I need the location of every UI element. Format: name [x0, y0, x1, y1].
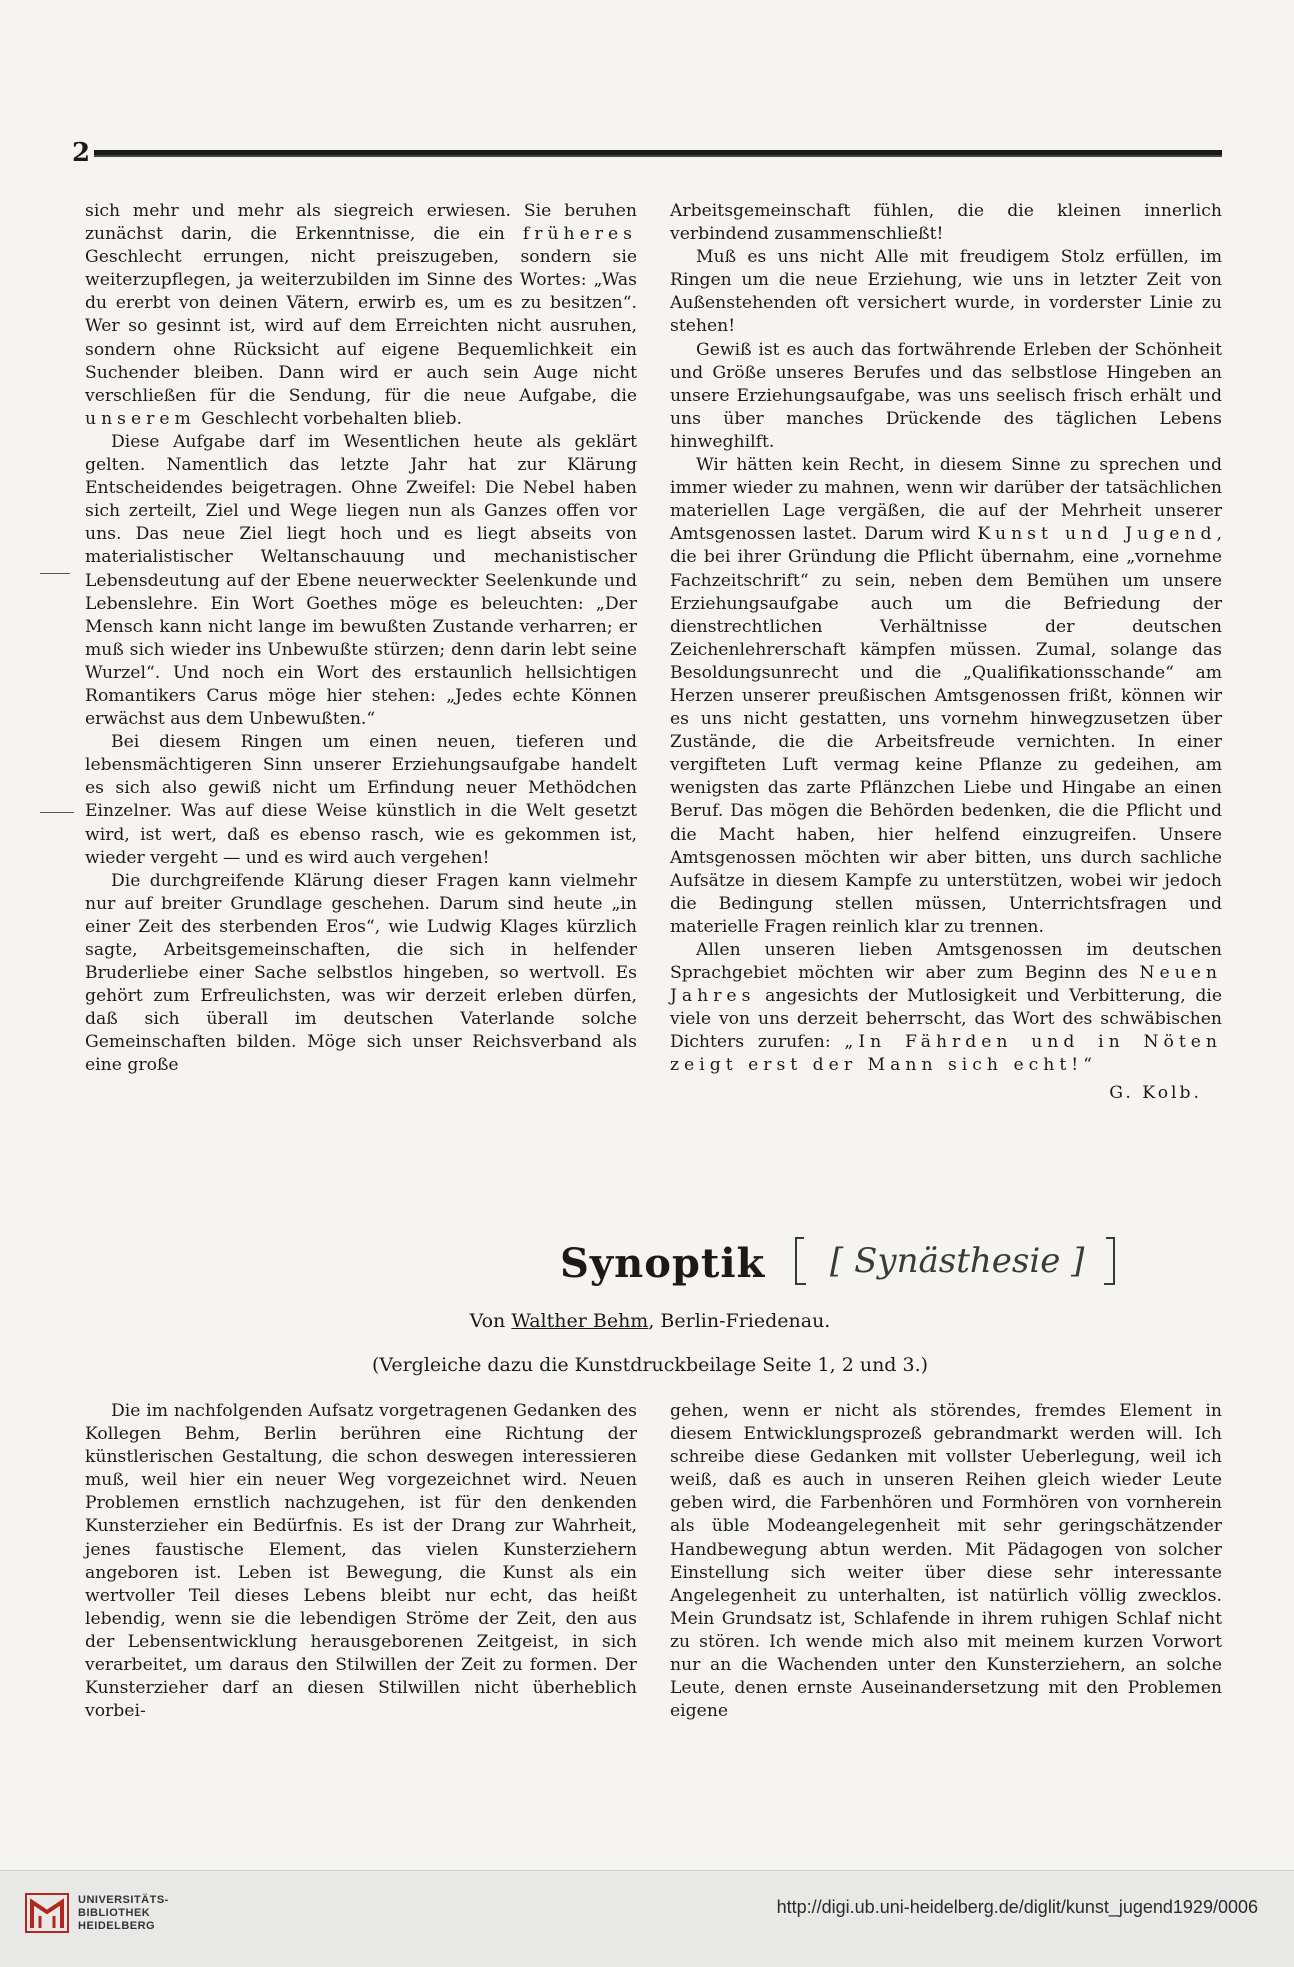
paragraph: Die durchgreifende Klärung dieser Fragen kann vielmehr nur auf breiter Grundlage geschehen. Darum sind heute „in einer Zeit des sterbenden Eros“, wie Ludwig Klages kürzlich sagte, Arbeitsgemeinschaften, die sich in helfender Bruderliebe einer Sache selbstlos hingeben, so wertvoll. Es gehört zum Erfreulichsten, was wir derzeit erleben dürfen, daß sich überall im deutschen Vaterlande solche Gemeinschaften bilden. Möge sich unser Reichsverband als eine große	[85, 870, 637, 1076]
column-right-bottom	[670, 1400, 1222, 1723]
signature: G. Kolb.	[1109, 1082, 1202, 1103]
header-rule	[94, 150, 1222, 157]
heidelberg-library-logo-icon[interactable]	[22, 1888, 72, 1938]
margin-mark	[40, 573, 70, 574]
page-number: 2	[72, 138, 91, 168]
column-left-top	[85, 200, 637, 1078]
author-name: Walther Behm	[511, 1310, 649, 1332]
article-title: Synoptik	[560, 1240, 766, 1287]
paragraph: Die im nachfolgenden Aufsatz vorgetragenen Gedanken des Kollegen Behm, Berlin berühren eine Richtung der künstlerischen Gestaltung, die schon deswegen interessieren muß, weil hier ein neuer Weg vorgezeichnet wird. Neuen Problemen ernstlich nachzugehen, ist für den denkenden Kunsterzieher ein Bedürfnis. Es ist der Drang zur Wahrheit, jenes faustische Element, das vielen Kunsterziehern angeboren ist. Leben ist Bewegung, die Kunst als ein wertvoller Teil dieses Lebens bleibt nur echt, das heißt lebendig, wenn sie die lebendigen Ströme der Zeit, den aus der Lebensentwicklung herausgeborenen Zeitgeist, in sich verarbeitet, um daraus den Stilwillen der Zeit zu formen. Der Kunsterzieher darf an diesen Stilwillen nicht überheblich vorbei-	[85, 1401, 637, 1722]
svg-text:[ Synästhesie ]: [ Synästhesie ]	[830, 1241, 1085, 1281]
paragraph: gehen, wenn er nicht als störendes, fremdes Element in diesem Entwicklungsprozeß gebrandmarkt werden will. Ich schreibe diese Gedanken mit vollster Ueberlegung, weil ich weiß, daß es auch in unseren Reihen gleich wieder Leute geben wird, die Farbenhören und Formhören von vornherein als üble Modeangelegenheit mit sehr geringschätzender Handbewegung abtun werden. Mit Pädagogen von solcher Einstellung sich weiter über diese sehr interessante Angelegenheit zu unterhalten, ist natürlich völlig zwecklos. Mein Grundsatz ist, Schlafende in ihrem ruhigen Schlaf nicht zu stören. Ich wende mich also mit meinem kurzen Vorwort nur an die Wachenden unter den Kunsterziehern, an solche Leute, denen ernste Auseinandersetzung mit den Problemen eigene	[670, 1401, 1222, 1722]
paragraph: Wir hätten kein Recht, in diesem Sinne zu sprechen und immer wieder zu mahnen, wenn wir darüber der tatsächlichen materiellen Lage vergäßen, die auf der Mehrheit unserer Amtsgenossen lastet. Darum wird Kunst und Jugend, die bei ihrer Gründung die Pflicht übernahm, eine „vornehme Fachzeitschrift“ zu sein, neben dem Bemühen um unsere Erziehungsaufgabe auch um die Befriedung der dienstrechtlichen Verhältnisse der deutschen Zeichenlehrerschaft kämpfen müssen. Zumal, solange das Besoldungsunrecht und die „Qualifikationsschande“ am Herzen unserer preußischen Amtsgenossen frißt, können wir es uns nicht gestatten, uns vornehm hinwegzusetzen über Zustände, die die Arbeitsfreude vernichten. In einer vergifteten Luft vermag keine Pflanze zu gedeihen, am wenigsten das zarte Pflänzchen Liebe und Hingabe an einen Beruf. Das mögen die Behörden bedenken, die die Pflicht und die Macht haben, hier helfend einzugreifen. Unsere Amtsgenossen möchten wir aber bitten, uns durch sachliche Aufsätze in diesem Kampfe zu unterstützen, wobei wir jedoch die Bedingung stellen müssen, Unterrichtsfragen und materielle Fragen reinlich klar zu trennen.	[670, 455, 1222, 937]
footer-bar	[0, 1870, 1294, 1967]
paragraph: Bei diesem Ringen um einen neuen, tieferen und lebensmächtigeren Sinn unserer Erziehungsaufgabe handelt es sich also gewiß nicht um Erfindung neuer Methödchen Einzelner. Was auf diese Weise künstlich in die Welt gesetzt wird, ist wert, daß es ebenso rasch, wie es gekommen ist, wieder vergeht — und es wird auch vergehen!	[85, 732, 637, 868]
paragraph: Gewiß ist es auch das fortwährende Erleben der Schönheit und Größe unseres Berufes und das selbstlose Hingeben an unsere Erziehungsaufgabe, was uns seelisch frisch erhält und uns über manches Drückende des täglichen Lebens hinweghilft.	[670, 339, 1222, 452]
byline: Von Walther Behm, Berlin-Friedenau.	[469, 1310, 831, 1332]
paragraph: sich mehr und mehr als siegreich erwiesen. Sie beruhen zunächst darin, die Erkenntnisse, die ein früheres Geschlecht errungen, nicht preiszugeben, sondern sie weiterzupflegen, ja weiterzubilden im Sinne des Wortes: „Was du ererbt von deinen Vätern, erwirb es, um es zu besitzen“. Wer so gesinnt ist, wird auf dem Erreichten nicht ausruhen, sondern ohne Rücksicht auf eigene Bequemlichkeit ein Suchender bleiben. Dann wird er auch sein Auge nicht verschließen für die Sendung, für die neue Aufgabe, die unserem Geschlecht vorbehalten blieb.	[85, 201, 637, 429]
library-name: UNIVERSITÄTS- BIBLIOTHEK HEIDELBERG	[78, 1894, 169, 1932]
paragraph: Diese Aufgabe darf im Wesentlichen heute als geklärt gelten. Namentlich das letzte Jahr hat zur Klärung Entscheidendes beigetragen. Ohne Zweifel: Die Nebel haben sich zerteilt, Ziel und Wege liegen nun als Ganzes offen vor uns. Das neue Ziel liegt hoch und es liegt abseits von materialistischer Weltanschauung und mechanistischer Lebensdeutung auf der Ebene neuerweckter Seelenkunde und Lebenslehre. Ein Wort Goethes möge es beleuchten: „Der Mensch kann nicht lange im bewußten Zustande verharren; er muß sich wieder ins Unbewußte stürzen; denn darin lebt seine Wurzel“. Und noch ein Wort des erstaunlich hellsichtigen Romantikers Carus möge hier stehen: „Jedes echte Können erwächst aus dem Unbewußten.“	[85, 431, 637, 730]
paragraph: Arbeitsgemeinschaft fühlen, die die kleinen innerlich verbindend zusammenschließt!	[670, 201, 1222, 245]
column-left-bottom	[85, 1400, 637, 1723]
source-url-link[interactable]: http://digi.ub.uni-heidelberg.de/diglit/kunst_jugend1929/0006	[776, 1897, 1258, 1917]
paragraph: Allen unseren lieben Amtsgenossen im deutschen Sprachgebiet möchten wir aber zum Beginn des Neuen Jahres angesichts der Mutlosigkeit und Verbitterung, die viele von uns derzeit beherrscht, das Wort des schwäbischen Dichters zurufen: „In Fährden und in Nöten zeigt erst der Mann sich echt!“	[670, 940, 1222, 1076]
column-right-top	[670, 200, 1222, 1105]
page-header	[72, 138, 1222, 168]
margin-mark	[40, 812, 74, 813]
paragraph: Muß es uns nicht Alle mit freudigem Stolz erfüllen, im Ringen um die neue Erziehung, wie uns in letzter Zeit von Außenstehenden oft versichert wurde, in vorderster Linie zu stehen!	[670, 247, 1222, 337]
handwritten-annotation	[790, 1232, 1120, 1292]
reference-note: (Vergleiche dazu die Kunstdruckbeilage Seite 1, 2 und 3.)	[371, 1354, 929, 1376]
